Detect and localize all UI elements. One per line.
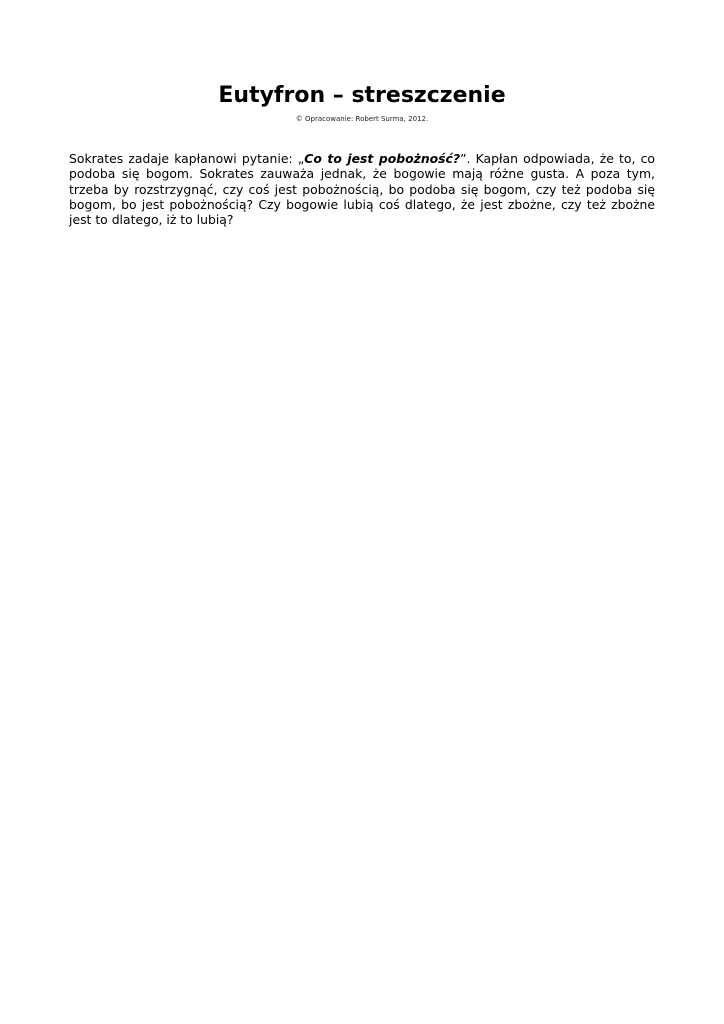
paragraph-text-start: Sokrates zadaje kapłanowi pytanie: „ — [69, 151, 305, 166]
document-title: Eutyfron – streszczenie — [218, 83, 506, 108]
document-credit: © Opracowanie: Robert Surma, 2012. — [295, 115, 429, 123]
summary-paragraph — [69, 151, 655, 227]
paragraph-text-rest: ”. Kapłan odpowiada, że to, co podoba się bogom. Sokrates zauważa jednak, że bogowie mają różne gusta. A poza tym, trzeba by rozstrzygnąć, czy coś jest pobożnością, bo podoba się bogom, czy też podoba się bogom, bo jest pobożnością? Czy bogowie lubią coś dlatego, że jest zbożne, czy też zbożne jest to dlatego, iż to lubią? — [69, 151, 655, 228]
paragraph-question: Co to jest pobożność? — [304, 151, 461, 166]
